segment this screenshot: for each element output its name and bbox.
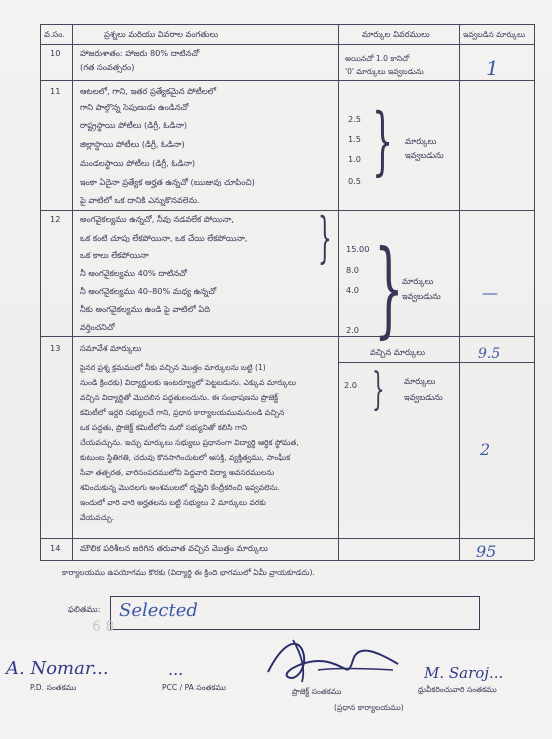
row-13-marks-header-line: [338, 362, 534, 363]
row-12-marks-label: మార్కులు: [402, 276, 434, 286]
row-12-line: నీ అంగవైకల్యము 40–80% మధ్య ఉన్నచో: [80, 286, 217, 296]
row-12-awarded-mark: —: [482, 283, 498, 302]
row-11-marks-value: 0.5: [348, 176, 362, 186]
row-13-marks-label: ఇవ్వబడును: [404, 392, 443, 402]
row-11-line: పై వాటిలో ఒక దానికి ఎన్నుకొనవలెను.: [80, 195, 200, 205]
row-14-line: మౌలిక పరిశీలన జరిగిన తరువాత వచ్చిన మొత్తం మార్కులు: [80, 543, 268, 553]
signature-pd: A. Nomar...: [6, 658, 109, 679]
row-13-line: చేయవచ్చును. ఇచ్చు మార్కులు సభ్యులు ప్రధానంగా విద్యార్థి ఆర్థిక స్థోమత,: [80, 438, 299, 447]
row-12-brace: }: [374, 227, 404, 349]
row-13-line: ఒక పద్ధతు, ప్రొజెక్ట్ కమిటీలోని మరో సభ్యునితో కలిసి గాని: [80, 423, 248, 432]
row-13-line: వచ్చిన విద్యార్థితో మొదలిన పద్ధతులందును. ఈ సంభాషణను ప్రొజెక్ట్: [80, 393, 279, 402]
row-12-number: 12: [50, 214, 61, 224]
row-10-number: 10: [50, 48, 61, 58]
row-13-line: సేవా తత్పరత, వారిసంపదములోని పెద్దవారి విద్యా అవసరములను: [80, 468, 275, 477]
row-12-marks-label: ఇవ్వబడును: [402, 291, 441, 301]
row-12-left-brace: }: [318, 206, 332, 269]
row-12-marks-value: 8.0: [346, 265, 360, 275]
row-11-line: జిల్లాస్థాయి పోటీలు (డిగ్రీ, ఓడినా): [80, 139, 185, 149]
row-13-line: శవించుకున్న మొదలగు అంశములలో దృష్టిని కేంద్రీకరించి ఇవ్వవలెను.: [80, 483, 280, 492]
row-11-marks-value: 1.5: [348, 134, 362, 144]
col-line-marks: [459, 24, 460, 560]
row-13-line: ఇందులో వారి వారి అర్హతలను బట్టి సభ్యులు 2 మార్కులు వరకు: [80, 498, 266, 507]
header-col-no: వ.సం.: [44, 29, 65, 39]
row-12-marks-value: 4.0: [346, 285, 360, 295]
row-12-line: ఒక కాలు లేకపోయినా: [80, 250, 149, 260]
row-11-line: రాష్ట్రస్థాయి పోటీలు (డిగ్రీ, ఓడినా): [80, 120, 188, 130]
result-value: Selected: [119, 600, 198, 621]
row-10-line: (గత సంవత్సరం): [80, 62, 135, 72]
row-11-line: ఇంకా ఏదైనా ప్రత్యేక అర్హత ఉన్నచో (ఋజువు చూపించి): [80, 177, 255, 187]
row-13-line: వేయవచ్చు.: [80, 513, 115, 522]
row-11-line: మండలస్థాయి పోటీలు (డిగ్రీ, ఓడినా): [80, 158, 196, 168]
row-13-marks-value: 2.0: [344, 380, 358, 390]
row-11-marks-value: 1.0: [348, 154, 362, 164]
row-10-marks-line: అయినచో 1.0 కానిచో: [345, 54, 410, 63]
row-10-line: హాజరుశాతం: హాజరు 80% దాటినచో: [80, 48, 200, 58]
row-11-line: ఆటలలో, గాని, ఇతర ప్రత్యేకమైన పోటీలలో: [80, 86, 217, 96]
row-10-marks-line: '0' మార్కులు ఇవ్వబడును: [345, 67, 424, 76]
col-line-right: [534, 24, 535, 560]
header-col-question: ప్రశ్నలు మరియు వివరాల వంగతులు: [104, 29, 219, 39]
row-11-marks-label: మార్కులు: [405, 136, 437, 146]
row-13-line: కమిటీలో ఇద్దరి సభ్యులచే గాని, ప్రధాన కార్యాలయముమనుండి వచ్చిన: [80, 408, 285, 417]
row-14-number: 14: [50, 543, 61, 553]
row-11-marks-value: 2.5: [348, 114, 362, 124]
row-13-brace: }: [372, 364, 385, 415]
col-line-question: [338, 24, 339, 560]
signature-verifier: M. Saroj...: [424, 664, 504, 682]
row-12-marks-value: 15.00: [346, 244, 370, 254]
row-13-line: పైనర ప్రశ్న క్రమములో నీకు వచ్చిన మొత్తం మార్కులను బట్టి (1): [80, 363, 266, 372]
signature-project-subcaption: (ప్రధాన కార్యాలయము): [334, 703, 404, 712]
row-12-marks-value: 2.0: [346, 325, 360, 335]
faint-show-through-mark: 6 8: [92, 619, 115, 635]
row-12-line: నీకు అంగవైకల్యము ఉండి పై వాటిలో ఏది: [80, 304, 210, 314]
row-13-marks-label: మార్కులు: [404, 376, 436, 386]
table-bottom-line: [40, 560, 534, 561]
row-13-marks-header: వచ్చిన మార్కులు: [370, 347, 426, 357]
row-12-line: అంగవైకల్యము ఉన్నచో, నీవు నడవలేక పోయినా,: [80, 214, 234, 224]
row-12-line: ఒక కంటి చూపు లేకపోయినా, ఒక చేయి లేకపోయినా,: [80, 233, 248, 243]
row-11-number: 11: [50, 86, 61, 96]
col-line-no: [72, 24, 73, 560]
row-13-number: 13: [50, 343, 61, 353]
row-10-awarded-mark: 1: [486, 56, 499, 80]
footer-note: కార్యాలయము ఉపయోగము కొరకు (విద్యార్థి ఈ క్రింది భాగములో ఏమీ వ్రాయకూడదు).: [62, 568, 315, 577]
row-13-line: నుండి క్రిందకు) విద్యార్థులకు ఇంటర్వ్యూలో పెట్టబడును. ఎక్కువ మార్కులు: [80, 378, 296, 387]
row-11-line: గాని పాల్గొన్న సెపుణుడు ఉండినచో: [80, 102, 189, 112]
signature-verifier-caption: ధ్రువీకరించువారి సంతకము: [418, 685, 497, 694]
row-12-line: వర్తించనిచో: [80, 322, 115, 332]
row-12-line: నీ అంగవైకల్యము 40% దాటినచో: [80, 268, 187, 278]
signature-pd-caption: P.D. సంతకము: [30, 683, 77, 692]
row-11-marks-label: ఇవ్వబడును: [405, 150, 444, 160]
row-13-title: సమావేశ మార్కులు: [80, 343, 142, 353]
row-13-marks-header-value: 9.5: [478, 346, 501, 362]
result-box: [110, 596, 480, 630]
header-col-marks-details: మార్కుల వివరములు: [362, 29, 430, 39]
row-11-brace: }: [372, 98, 394, 184]
header-col-awarded: ఇవ్వబడిన మార్కులు: [463, 30, 526, 39]
signature-pcc-caption: PCC / PA సంతకము: [162, 683, 226, 692]
signature-pcc: ...: [168, 660, 184, 679]
row-14-total-mark: 95: [476, 542, 497, 561]
row-13-line: కుటుంబ స్థితిగతి, చదువు కొనసాగించుటలో ఆసక్తి, వ్యక్తిత్వము, సాంఘీక: [80, 453, 291, 462]
result-label: ఫలితము:: [68, 604, 101, 614]
col-line-left: [40, 24, 41, 560]
signature-project-scribble: [258, 632, 408, 692]
signature-project-caption: ప్రొజెక్ట్ సంతకము: [292, 687, 342, 696]
row-13-awarded-mark: 2: [480, 440, 491, 459]
